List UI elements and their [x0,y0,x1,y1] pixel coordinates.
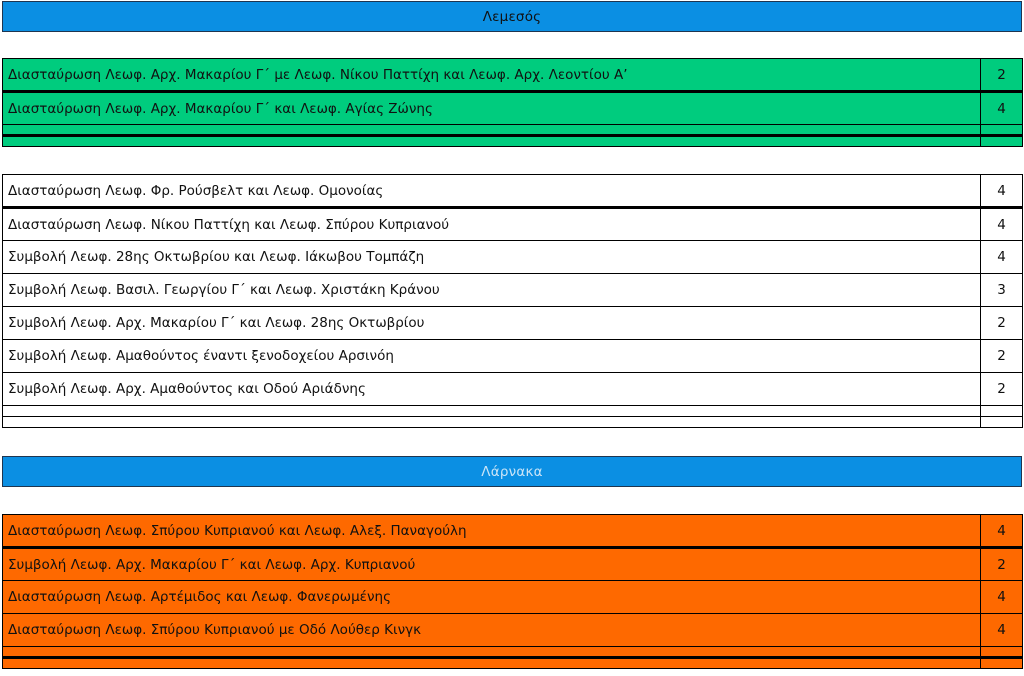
junction-name: Διασταύρωση Λεωφ. Αρτέμιδος και Λεωφ. Φανερωμένης [3,581,981,614]
empty-row [3,417,1023,428]
camera-count: 4 [981,92,1023,125]
camera-count: 2 [981,548,1023,581]
camera-count: 4 [981,581,1023,614]
junction-name: Διασταύρωση Λεωφ. Σπύρου Κυπριανού και Λεωφ. Αλεξ. Παναγούλη [3,515,981,548]
table-row [3,581,1023,614]
table-row [3,175,1023,208]
junction-name: Διασταύρωση Λεωφ. Φρ. Ρούσβελτ και Λεωφ. Ομονοίας [3,175,981,208]
table-row [3,274,1023,307]
junction-name: Συμβολή Λεωφ. Αμαθούντος έναντι ξενοδοχείου Αρσινόη [3,340,981,373]
city-title: Λεμεσός [482,8,542,25]
camera-count: 2 [981,59,1023,92]
junction-name: Διασταύρωση Λεωφ. Σπύρου Κυπριανού με Οδό Λούθερ Κινγκ [3,614,981,647]
table-row [3,92,1023,125]
junction-name: Συμβολή Λεωφ. Αρχ. Αμαθούντος και Οδού Αριάδνης [3,373,981,406]
camera-count: 2 [981,340,1023,373]
table-row [3,241,1023,274]
speed-camera-table-green [2,58,1023,147]
camera-count: 2 [981,373,1023,406]
camera-count: 4 [981,614,1023,647]
junction-name: Διασταύρωση Λεωφ. Νίκου Παττίχη και Λεωφ. Σπύρου Κυπριανού [3,208,981,241]
camera-count: 4 [981,175,1023,208]
junction-name: Διασταύρωση Λεωφ. Αρχ. Μακαρίου Γ΄ και Λεωφ. Αγίας Ζώνης [3,92,981,125]
speed-camera-table-white [2,174,1023,428]
camera-count: 4 [981,208,1023,241]
table-row [3,307,1023,340]
empty-row [3,125,1023,136]
city-title: Λάρνακα [481,463,543,480]
junction-name: Συμβολή Λεωφ. 28ης Οκτωβρίου και Λεωφ. Ιάκωβου Τομπάζη [3,241,981,274]
empty-row [3,647,1023,658]
table-row [3,208,1023,241]
speed-camera-table-orange [2,514,1023,669]
empty-row [3,406,1023,417]
table-row [3,373,1023,406]
table-row [3,59,1023,92]
empty-row [3,136,1023,147]
camera-count: 3 [981,274,1023,307]
table-row [3,340,1023,373]
empty-row [3,658,1023,669]
camera-count: 4 [981,241,1023,274]
table-row [3,515,1023,548]
city-header-larnaca [2,456,1022,487]
city-header-limassol [2,1,1022,32]
camera-count: 2 [981,307,1023,340]
camera-count: 4 [981,515,1023,548]
junction-name: Συμβολή Λεωφ. Αρχ. Μακαρίου Γ΄ και Λεωφ. 28ης Οκτωβρίου [3,307,981,340]
junction-name: Διασταύρωση Λεωφ. Αρχ. Μακαρίου Γ΄ με Λεωφ. Νίκου Παττίχη και Λεωφ. Αρχ. Λεοντίου Α’ [3,59,981,92]
junction-name: Συμβολή Λεωφ. Βασιλ. Γεωργίου Γ΄ και Λεωφ. Χριστάκη Κράνου [3,274,981,307]
junction-name: Συμβολή Λεωφ. Αρχ. Μακαρίου Γ΄ και Λεωφ. Αρχ. Κυπριανού [3,548,981,581]
table-row [3,548,1023,581]
table-row [3,614,1023,647]
